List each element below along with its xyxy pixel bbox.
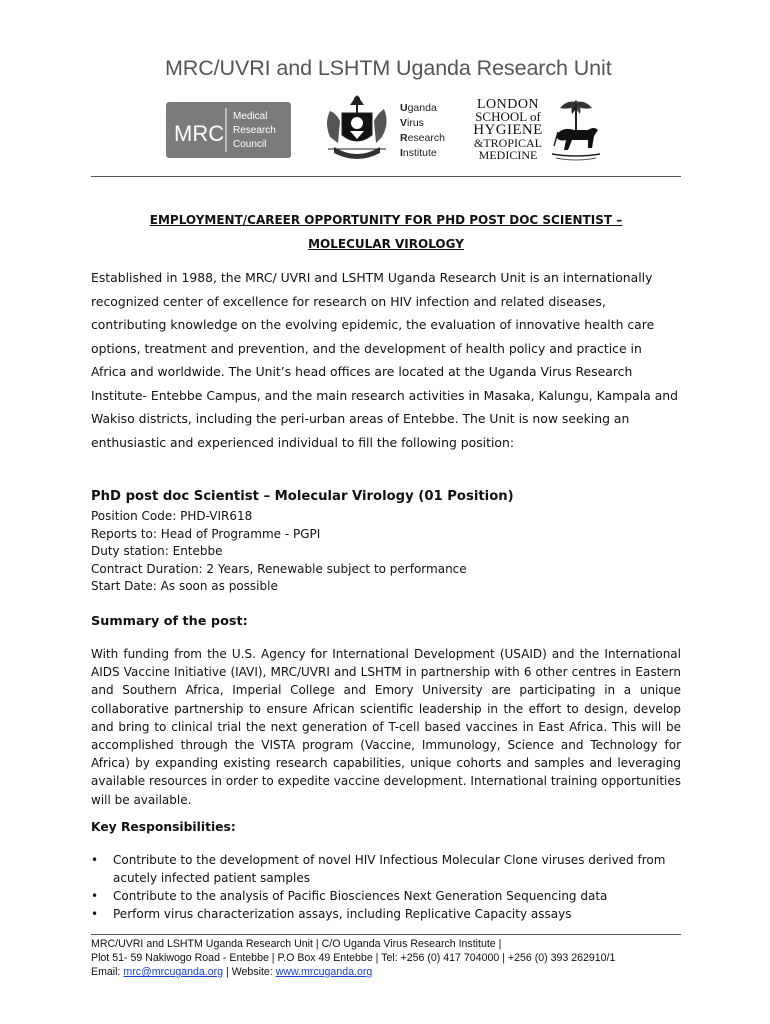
mrc-logo-line3: Council [233,139,267,150]
position-details [91,508,467,596]
mrc-logo [166,102,291,158]
lshtm-line-1: LONDON [476,97,540,112]
uvri-line-1: Uganda [400,102,437,114]
footer [91,937,681,979]
mrc-logo-line2: Research [233,125,276,136]
footer-line-1: MRC/UVRI and LSHTM Uganda Research Unit | C/O Uganda Virus Research Institute | [91,938,502,950]
website-link[interactable]: www.mrcuganda.org [275,966,373,978]
lshtm-line-5: MEDICINE [478,148,538,162]
uganda-coat-of-arms-icon [320,91,394,166]
uvri-line-2: Virus [400,117,424,129]
list-item: • Contribute to the development of novel HIV Infectious Molecular Clone viruses derived from acutely infected patient samples [91,853,666,885]
summary-heading: Summary of the post: [91,614,248,629]
position-title: PhD post doc Scientist – Molecular Virology (01 Position) [91,489,514,504]
lshtm-line-2: SCHOOL of [475,109,541,124]
duty-station: Duty station: Entebbe [91,544,223,559]
email-label: Email: [91,966,124,978]
reports-to: Reports to: Head of Programme - PGPI [91,526,321,541]
start-date: Start Date: As soon as possible [91,579,278,594]
heading-line-1: EMPLOYMENT/CAREER OPPORTUNITY FOR PHD POST DOC SCIENTIST – [149,213,623,227]
lshtm-horse-emblem-icon [548,96,604,162]
uvri-logo-text [400,101,445,161]
unit-title: MRC/UVRI and LSHTM Uganda Research Unit [165,56,612,80]
uvri-line-4: Institute [400,147,437,159]
document-heading [91,208,681,256]
bullet-icon: • [91,889,99,903]
list-item: • Perform virus characterization assays, including Replicative Capacity assays [91,907,572,921]
footer-line-3 [91,965,681,979]
lshtm-logo-text [472,99,544,161]
lshtm-line-3: HYGIENE [473,122,543,138]
bullet-icon: • [91,907,99,921]
heading-line-2: MOLECULAR VIROLOGY [308,237,464,251]
email-link[interactable]: mrc@mrcuganda.org [123,966,224,978]
responsibilities-heading: Key Responsibilities: [91,820,236,834]
mrc-logo-abbrev: MRC [174,121,225,146]
header-divider [91,176,681,177]
position-code: Position Code: PHD-VIR618 [91,509,253,523]
bullet-icon: • [91,853,99,867]
mrc-logo-line1: Medical [233,111,268,122]
lshtm-line-4: &TROPICAL [473,136,542,150]
footer-divider [91,934,681,935]
summary-paragraph: With funding from the U.S. Agency for International Development (USAID) and the International AIDS Vaccine Initiative (IAVI), MRC/UVRI and LSHTM in partnership with 6 other centres in Eastern and Southern Africa, Imperial College and Emory University are participating in a unique collaborative partnership to ensure African scientific leadership in the effort to design, develop and bring to clinical trial the next generation of T-cell based vaccines in East Africa. This will be accomplished through the VISTA program (Vaccine, Immunology, Science and Technology for Africa) by expanding existing research capabilities, unique cohorts and samples and leveraging available resources in order to expedite vaccine development. International training opportunities will be available. [91,647,681,807]
intro-paragraph: Established in 1988, the MRC/ UVRI and LSHTM Uganda Research Unit is an internationally recognized center of excellence for research on HIV infection and related diseases, contributing knowledge on the evolving epidemic, the evaluation of innovative health care options, treatment and prevention, and the development of health policy and practice in Africa and worldwide. The Unit’s head offices are located at the Uganda Virus Research Institute- Entebbe Campus, and the main research activities in Masaka, Kalungu, Kampala and Wakiso districts, including the peri-urban areas of Entebbe. The Unit is now seeking an enthusiastic and experienced individual to fill the following position: [91,270,678,450]
responsibilities-list [91,851,681,923]
website-label: | Website: [226,966,276,978]
list-item: • Contribute to the analysis of Pacific Biosciences Next Generation Sequencing data [91,889,608,903]
contract-duration: Contract Duration: 2 Years, Renewable subject to performance [91,561,467,576]
uvri-line-3: Research [400,132,445,144]
footer-line-2: Plot 51- 59 Nakiwogo Road - Entebbe | P.O Box 49 Entebbe | Tel: +256 (0) 417 704000 | +256 (0) 393 262910/1 [91,952,616,964]
